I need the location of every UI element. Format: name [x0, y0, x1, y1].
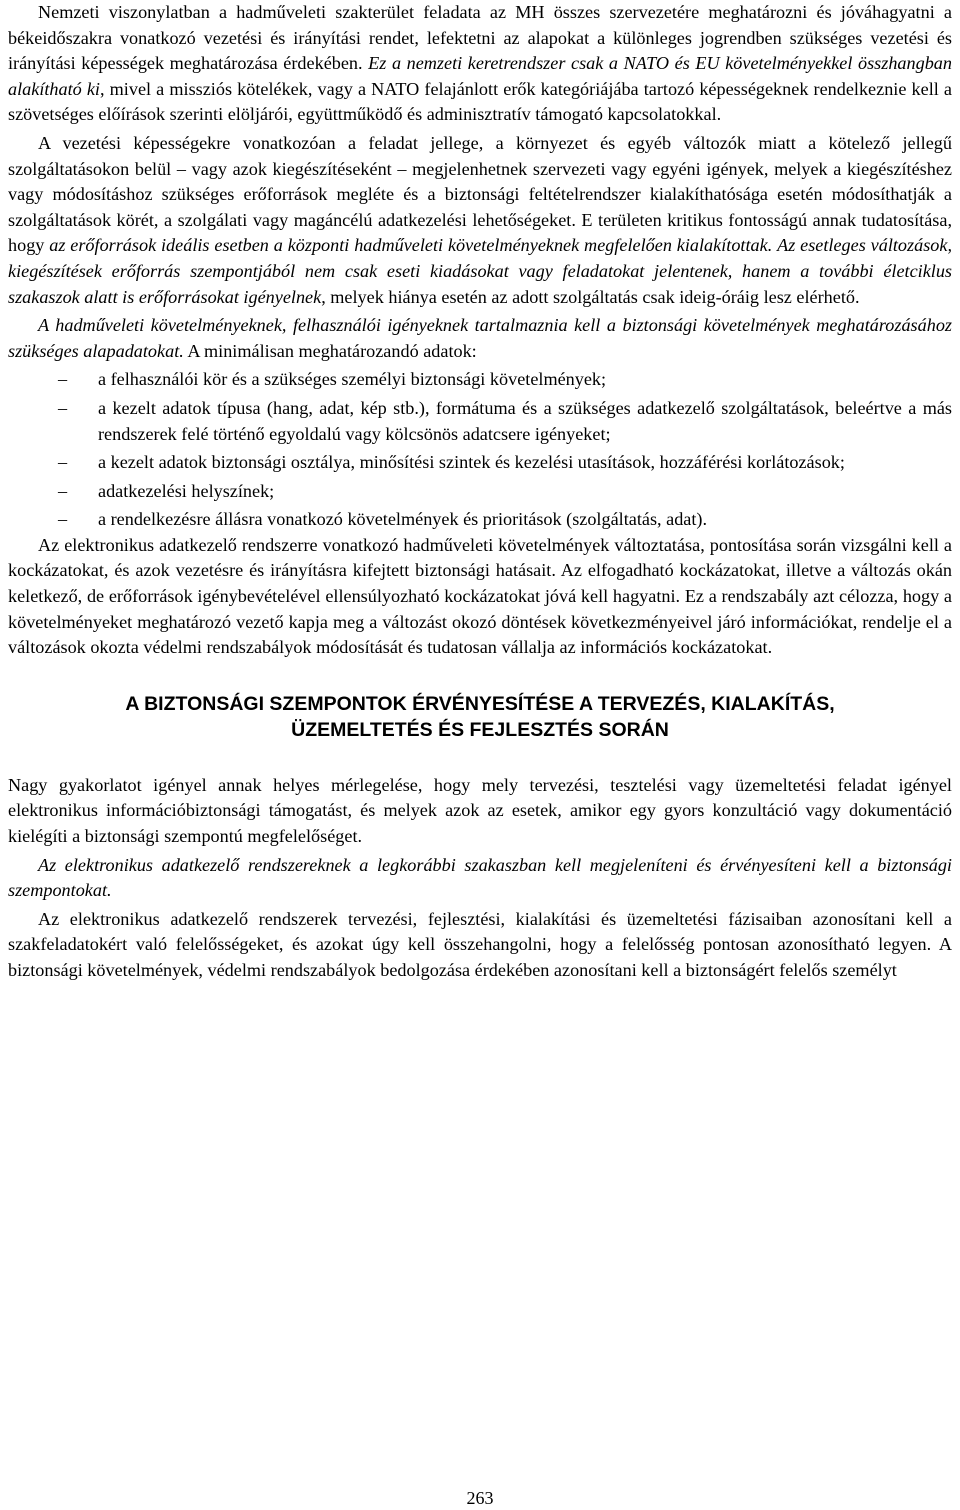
paragraph-5: Nagy gyakorlatot igényel annak helyes mérlegelése, hogy mely tervezési, tesztelési vagy üzemeltetési feladat igényel elektronikus információbiztonsági támogatást, és melyek azok az esetek, amikor egy gyors konzultáció vagy dokumentáció kielégíti a biztonsági szempontú megfelelőséget.: [8, 774, 952, 847]
list-item: [8, 507, 952, 533]
page-number: 263: [466, 1488, 494, 1508]
paragraph-3-text-a-italic: A hadműveleti követelményeknek, felhasználói igényeknek tartalmaznia kell a biztonsági követelmények meghatározásához szükséges alapadatokat.: [8, 315, 952, 361]
list-item-text: a felhasználói kör és a szükséges személyi biztonsági követelmények;: [98, 369, 607, 390]
section-heading-line-1: A BIZTONSÁGI SZEMPONTOK ÉRVÉNYESÍTÉSE A TERVEZÉS, KIALAKÍTÁS,: [125, 692, 835, 715]
list-item-text: a kezelt adatok biztonsági osztálya, minősítési szintek és kezelési utasítások, hozzáférési korlátozások;: [98, 452, 845, 473]
paragraph-6-text-italic: Az elektronikus adatkezelő rendszereknek a legkorábbi szakaszban kell megjeleníteni és érvényesíteni kell a biztonsági szempontokat.: [8, 854, 952, 901]
list-item: [8, 367, 952, 393]
paragraph-2: [8, 131, 952, 310]
dash-bullet: –: [58, 452, 68, 473]
dash-bullet: –: [58, 397, 68, 418]
requirements-list: [8, 367, 952, 533]
list-item-text: a rendelkezésre állásra vonatkozó követelmények és prioritások (szolgáltatás, adat).: [98, 509, 708, 530]
dash-bullet: –: [58, 509, 68, 530]
paragraph-4: Az elektronikus adatkezelő rendszerre vonatkozó hadműveleti követelmények változtatása, pontosítása során vizsgálni kell a kockázatokat, és azok vezetésre és irányításra kifejtett biztonsági hatásait. Az elfogadható kockázatokat, illetve a változás okán keletkező, de erőforrások igénybevételével ellensúlyozható kockázatokat jóvá kell hagyatni. Ez a rendszabály azt célozza, hogy a követelményeket meghatározó vezető kapja meg a változást okozó döntések következményeivel járó információkat, rendelje el a változások okozta védelmi rendszabályok módosítását és tudatosan vállalja az információs kockázatokat.: [8, 534, 952, 658]
paragraph-3-text-b: A minimálisan meghatározandó adatok:: [183, 340, 477, 361]
paragraph-1-text-c: , mivel a missziós kötelékek, vagy a NATO felajánlott erők kategóriájába tartozó képességeknek rendelkeznie kell a szövetséges előírások szerinti elöljárói, együttműködő és adminisztratív támogató kapcsolatokkal.: [8, 78, 952, 125]
paragraph-2-text-a: A vezetési képességekre vonatkozóan a feladat jellege, a környezet és egyéb változók miatt a kötelező jellegű szolgáltatásokon belül – vagy azok kiegészítéseként – megjelenhetnek szervezeti vagy egyéni igények, melyek a kiegészítéshez vagy módosításhoz szükséges erőforrások megléte és a biztonsági feltételrendszer kialakíthatósága esetén módosíthatják a szolgáltatások körét, a szolgálati vagy magáncélú adatkezelési lehetőségeket. E területen kritikus fontosságú annak tudatosítása, hogy: [8, 132, 952, 256]
paragraph-2-text-b-italic: az erőforrások ideális esetben a központi hadműveleti követelményeknek megfelelően kialakítottak.: [49, 235, 773, 256]
dash-bullet: –: [58, 369, 68, 390]
paragraph-2-text-d-italic: Az esetleges változások, kiegészítések erőforrás szempontjából nem csak eseti kiadásokat vagy feladatokat jelentenek, hanem a további életciklus szakaszok alatt is erőforrásokat igényelnek: [8, 235, 952, 307]
paragraph-2-text-e: , melyek hiánya esetén az adott szolgáltatás csak ideig-óráig lesz elérhető.: [321, 286, 860, 307]
paragraph-3: [8, 313, 952, 364]
document-page: [8, 0, 952, 984]
list-item: [8, 479, 952, 505]
dash-bullet: –: [58, 480, 68, 501]
list-item: [8, 396, 952, 447]
paragraph-1-text-a: Nemzeti viszonylatban a hadműveleti szakterület feladata az MH összes szervezetére meghatározni és jóváhagyatni a békeidőszakra vonatkozó vezetési és irányítási rendet, lefektetni az alapokat a különleges jogrendben szükséges vezetési és irányítási képességek meghatározása érdekében.: [8, 2, 952, 74]
list-item: [8, 450, 952, 476]
paragraph-1-text-b-italic: Ez a nemzeti keretrendszer csak a NATO és EU követelményekkel összhangban alakítható ki: [8, 53, 952, 99]
paragraph-7: Az elektronikus adatkezelő rendszerek tervezési, fejlesztési, kialakítási és üzemeltetési fázisaiban azonosítani kell a szakfeladatokért való felelősségeket, és azokat úgy kell összehangolni, hogy a felelősség pontosan azonosítható legyen. A biztonsági követelmények, védelmi rendszabályok bedolgozása érdekében azonosítani kell a biztonságért felelős személyt: [8, 908, 952, 980]
section-heading: [8, 691, 952, 743]
paragraph-6: [8, 853, 952, 904]
list-item-text: a kezelt adatok típusa (hang, adat, kép stb.), formátuma és a szükséges adatkezelő szolgáltatások, beleértve a más rendszerek felé történő egyoldalú vagy kölcsönös adatcsere igényeket;: [98, 397, 952, 444]
list-item-text: adatkezelési helyszínek;: [98, 480, 275, 501]
section-heading-line-2: ÜZEMELTETÉS ÉS FEJLESZTÉS SORÁN: [291, 718, 669, 741]
paragraph-1: [8, 0, 952, 128]
